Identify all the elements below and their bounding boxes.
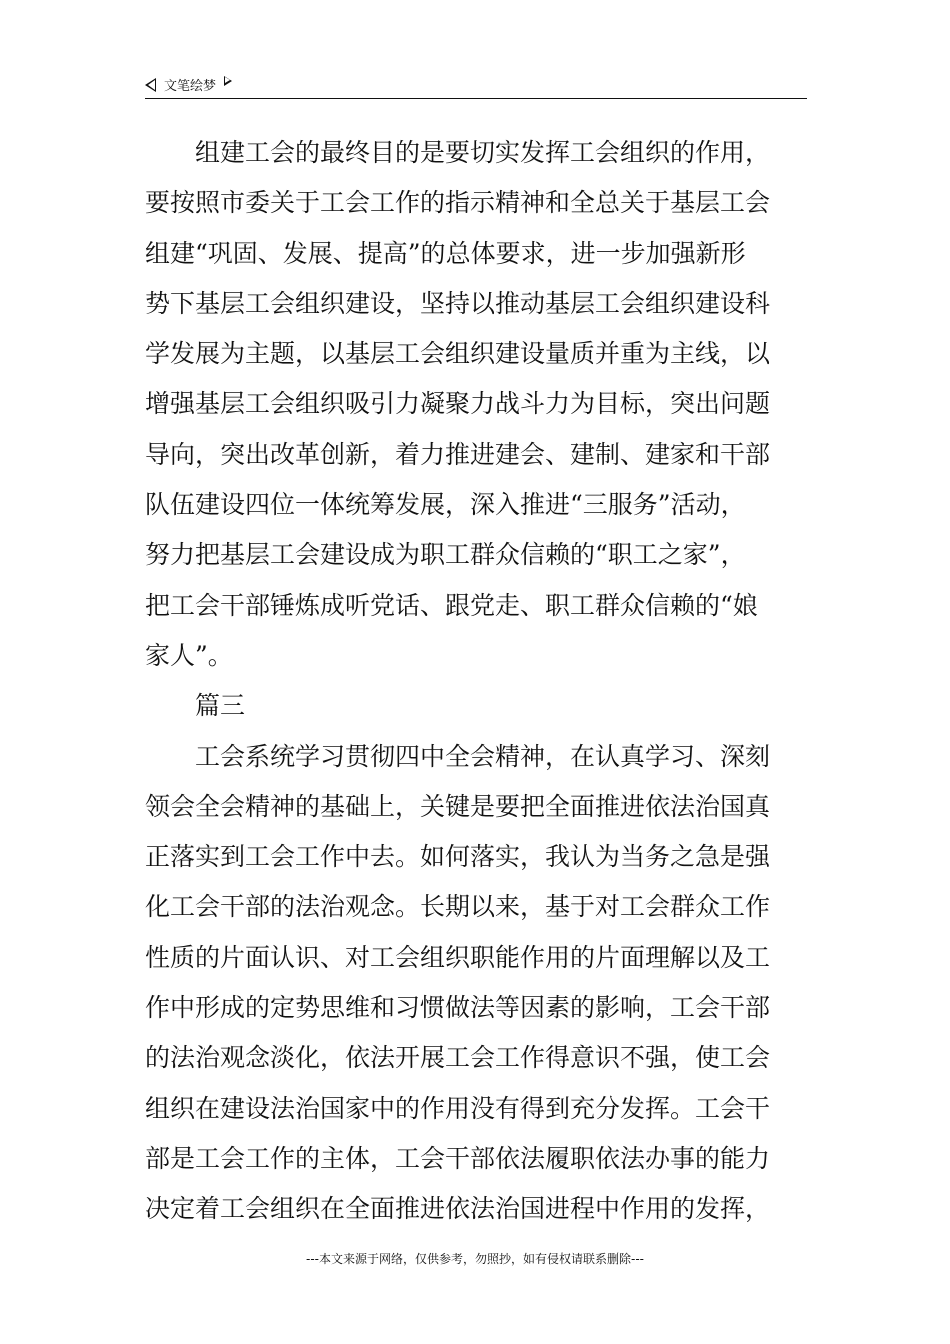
paragraph-line: 势下基层工会组织建设，坚持以推动基层工会组织建设科 xyxy=(145,288,771,318)
paragraph-line: 导向，突出改革创新，着力推进建会、建制、建家和干部 xyxy=(145,439,771,469)
page-header xyxy=(145,70,807,99)
paragraph-line: 要按照市委关于工会工作的指示精神和全总关于基层工会 xyxy=(145,188,771,218)
paragraph-line: 决定着工会组织在全面推进依法治国进程中作用的发挥， xyxy=(145,1194,771,1224)
paragraph-line: 家人”。 xyxy=(145,640,233,670)
paragraph-line: 作中形成的定势思维和习惯做法等因素的影响，工会干部 xyxy=(145,993,771,1023)
paragraph-line: 队伍建设四位一体统筹发展，深入推进“三服务”活动， xyxy=(145,490,746,520)
paragraph-line: 把工会干部锤炼成听党话、跟党走、职工群众信赖的“娘 xyxy=(145,590,758,620)
paragraph-line: 组建工会的最终目的是要切实发挥工会组织的作用， xyxy=(195,138,771,167)
paragraph-line: 性质的片面认识、对工会组织职能作用的片面理解以及工 xyxy=(145,942,771,972)
paragraph-line: 学发展为主题，以基层工会组织建设量质并重为主线，以 xyxy=(145,339,771,369)
paragraph-line: 增强基层工会组织吸引力凝聚力战斗力为目标，突出问题 xyxy=(145,389,771,419)
paragraph-line: 正落实到工会工作中去。如何落实，我认为当务之急是强 xyxy=(145,842,771,872)
triangle-left-icon xyxy=(145,78,156,92)
paragraph-line: 化工会干部的法治观念。长期以来，基于对工会群众工作 xyxy=(145,892,771,922)
paragraph-line: 的法治观念淡化，依法开展工会工作得意识不强，使工会 xyxy=(145,1043,771,1073)
paragraph-line: 组建“巩固、发展、提高”的总体要求，进一步加强新形 xyxy=(145,238,746,268)
paragraph-line: 领会全会精神的基础上，关键是要把全面推进依法治国真 xyxy=(145,791,771,821)
section-heading: 篇三 xyxy=(195,691,246,721)
footer-notice: ---本文来源于网络，仅供参考，勿照抄，如有侵权请联系删除--- xyxy=(306,1252,644,1266)
paragraph-line: 部是工会工作的主体，工会干部依法履职依法办事的能力 xyxy=(145,1143,771,1173)
paragraph-line: 工会系统学习贯彻四中全会精神，在认真学习、深刻 xyxy=(195,741,771,771)
paragraph-line: 努力把基层工会建设成为职工群众信赖的“职工之家”， xyxy=(145,540,746,570)
triangle-right-icon xyxy=(224,76,232,86)
header-brand-group xyxy=(145,75,232,94)
header-brand: 文笔绘梦 xyxy=(164,79,217,94)
document-body xyxy=(145,128,807,1235)
paragraph-line: 组织在建设法治国家中的作用没有得到充分发挥。工会干 xyxy=(145,1093,771,1123)
